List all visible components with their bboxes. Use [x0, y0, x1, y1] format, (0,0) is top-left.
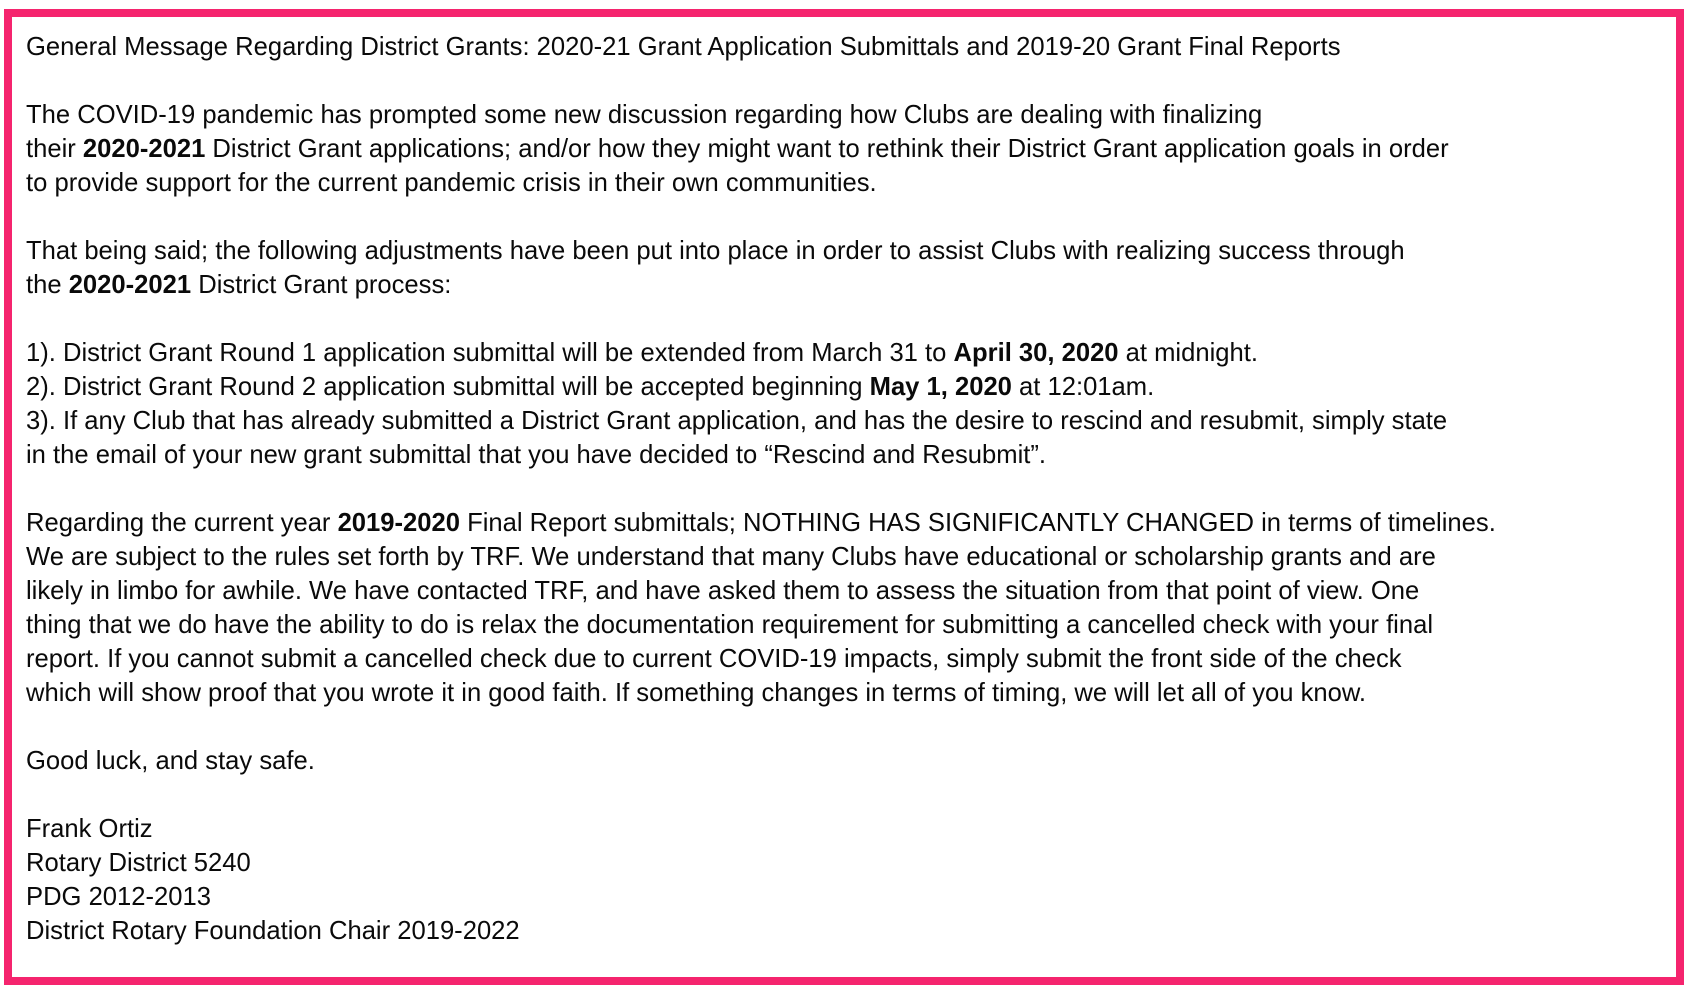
list-item-2: 2). District Grant Round 2 application submittal will be accepted beginning May 1, 2020 at 12:01am.: [26, 373, 1155, 401]
adjustments-line-2: the 2020-2021 District Grant process:: [26, 271, 452, 299]
signature-pdg: PDG 2012-2013: [26, 883, 211, 911]
list-item-3-line-1: 3). If any Club that has already submitted a District Grant application, and has the desire to rescind and resubmit, simply state: [26, 407, 1448, 435]
intro-line-2: their 2020-2021 District Grant applications; and/or how they might want to rethink their District Grant application goals in order: [26, 135, 1449, 163]
final-report-line-3: likely in limbo for awhile. We have contacted TRF, and have asked them to assess the situation from that point of view. One: [26, 577, 1420, 605]
paragraph-gap: [26, 64, 1676, 98]
paragraph-gap: [26, 302, 1676, 336]
intro-year-bold: 2020-2021: [82, 135, 206, 163]
signature-district: Rotary District 5240: [26, 849, 251, 877]
paragraph-gap: [26, 710, 1676, 744]
paragraph-gap: [26, 472, 1676, 506]
paragraph-gap: [26, 200, 1676, 234]
adjustments-line-1: That being said; the following adjustments have been put into place in order to assist Clubs with realizing success through: [26, 237, 1405, 265]
signature-role: District Rotary Foundation Chair 2019-2022: [26, 917, 520, 945]
final-report-line-4: thing that we do have the ability to do is relax the documentation requirement for submitting a cancelled check with your final: [26, 611, 1434, 639]
round-1-deadline-bold: April 30, 2020: [953, 339, 1119, 367]
message-frame: [4, 9, 1684, 985]
intro-line-3: to provide support for the current pandemic crisis in their own communities.: [26, 169, 877, 197]
paragraph-gap: [26, 778, 1676, 812]
intro-line-1: The COVID-19 pandemic has prompted some new discussion regarding how Clubs are dealing with finalizing: [26, 101, 1263, 129]
final-report-line-1: Regarding the current year 2019-2020 Final Report submittals; NOTHING HAS SIGNIFICANTLY CHANGED in terms of timelines.: [26, 509, 1496, 537]
adjustments-year-bold: 2020-2021: [68, 271, 192, 299]
message-body: [26, 30, 1676, 948]
closing-line: Good luck, and stay safe.: [26, 747, 315, 775]
final-report-line-2: We are subject to the rules set forth by TRF. We understand that many Clubs have educational or scholarship grants and are: [26, 543, 1436, 571]
final-report-year-bold: 2019-2020: [337, 509, 460, 537]
signature-name: Frank Ortiz: [26, 815, 153, 843]
round-2-start-bold: May 1, 2020: [869, 373, 1012, 401]
list-item-1: 1). District Grant Round 1 application submittal will be extended from March 31 to April 30, 2020 at midnight.: [26, 339, 1258, 367]
list-item-3-line-2: in the email of your new grant submittal that you have decided to “Rescind and Resubmit”.: [26, 441, 1047, 469]
final-report-line-5: report. If you cannot submit a cancelled check due to current COVID-19 impacts, simply submit the front side of the check: [26, 645, 1402, 673]
final-report-line-6: which will show proof that you wrote it in good faith. If something changes in terms of timing, we will let all of you know.: [26, 679, 1367, 707]
message-heading: General Message Regarding District Grants: 2020-21 Grant Application Submittals and 2019-20 Grant Final Reports: [26, 33, 1341, 61]
